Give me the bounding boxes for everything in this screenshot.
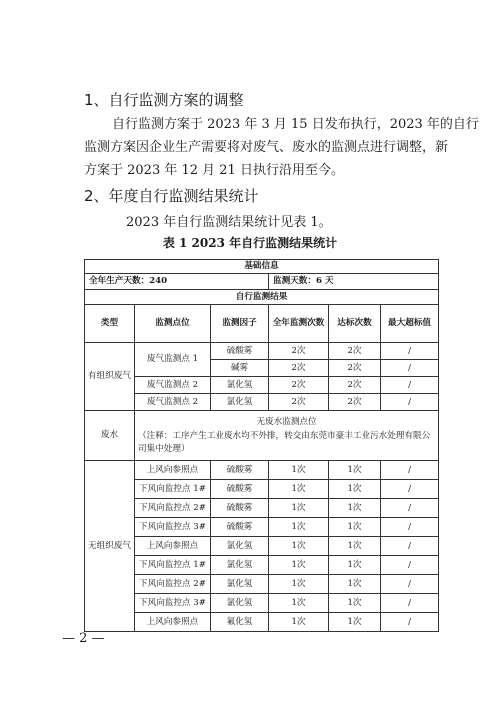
- category-cell: 废水: [85, 411, 135, 461]
- column-header: 全年监测次数: [269, 305, 329, 343]
- paragraph-line: 自行监测方案于 2023 年 3 月 15 日发布执行，2023 年的自行: [112, 117, 479, 132]
- table-row: [85, 411, 439, 461]
- point-cell: 上风向参照点: [135, 613, 211, 632]
- table-header-row: [85, 305, 439, 343]
- results-table: [84, 259, 439, 632]
- basic-info-header: 基础信息: [85, 260, 439, 274]
- paragraph-line: 方案于 2023 年 12 月 21 日执行沿用至今。: [84, 163, 344, 178]
- point-cell: 下风向监控点 3#: [135, 594, 211, 613]
- max-cell: /: [381, 343, 439, 360]
- ok-cell: 1次: [329, 480, 381, 499]
- production-days: 全年生产天数：240: [85, 274, 269, 290]
- times-cell: 1次: [269, 575, 329, 594]
- times-cell: 1次: [269, 480, 329, 499]
- results-header: 自行监测结果: [85, 290, 439, 305]
- factor-cell: 碱雾: [211, 360, 269, 377]
- ok-cell: 1次: [329, 613, 381, 632]
- table-row: [85, 260, 439, 274]
- table-row: [85, 343, 439, 360]
- factor-cell: 氯化氢: [211, 394, 269, 411]
- factor-cell: 硫酸雾: [211, 499, 269, 518]
- max-cell: /: [381, 594, 439, 613]
- point-cell: 上风向参照点: [135, 537, 211, 556]
- monitoring-days: 监测天数：6 天: [269, 274, 439, 290]
- table-row: [85, 556, 439, 575]
- max-cell: /: [381, 377, 439, 394]
- intro-line: 2023 年自行监测结果统计见表 1。: [126, 215, 332, 230]
- category-cell: 有组织废气: [85, 343, 135, 411]
- factor-cell: 氯化氢: [211, 556, 269, 575]
- column-header: 最大超标值: [381, 305, 439, 343]
- table-row: [85, 537, 439, 556]
- factor-cell: 硫酸雾: [211, 343, 269, 360]
- times-cell: 1次: [269, 594, 329, 613]
- table-row: [85, 518, 439, 537]
- point-cell: 下风向监控点 3#: [135, 518, 211, 537]
- factor-cell: 硫酸雾: [211, 518, 269, 537]
- ok-cell: 1次: [329, 461, 381, 480]
- max-cell: /: [381, 556, 439, 575]
- times-cell: 1次: [269, 537, 329, 556]
- factor-cell: 氯化氢: [211, 575, 269, 594]
- times-cell: 1次: [269, 461, 329, 480]
- point-cell: 下风向监控点 2#: [135, 499, 211, 518]
- times-cell: 1次: [269, 518, 329, 537]
- times-cell: 1次: [269, 556, 329, 575]
- table-row: [85, 613, 439, 632]
- table-caption: 表 1 2023 年自行监测结果统计: [162, 236, 338, 250]
- point-cell: 上风向参照点: [135, 461, 211, 480]
- wastewater-cell: [135, 411, 439, 461]
- ok-cell: 2次: [329, 343, 381, 360]
- column-header: 监测因子: [211, 305, 269, 343]
- paragraph-line: 监测方案因企业生产需要将对废气、废水的监测点进行调整，新: [84, 140, 449, 155]
- point-cell: 废气监测点 2: [135, 377, 211, 394]
- table-row: [85, 394, 439, 411]
- factor-cell: 氟化氢: [211, 613, 269, 632]
- wastewater-line: 无废水监测点位: [256, 416, 317, 427]
- table-row: [85, 290, 439, 305]
- max-cell: /: [381, 575, 439, 594]
- point-cell: 下风向监控点 1#: [135, 556, 211, 575]
- times-cell: 2次: [269, 394, 329, 411]
- times-cell: 2次: [269, 360, 329, 377]
- table-row: [85, 594, 439, 613]
- table-row: [85, 499, 439, 518]
- factor-cell: 氯化氢: [211, 594, 269, 613]
- table-row: [85, 377, 439, 394]
- table-row: [85, 461, 439, 480]
- times-cell: 1次: [269, 499, 329, 518]
- max-cell: /: [381, 613, 439, 632]
- max-cell: /: [381, 537, 439, 556]
- max-cell: /: [381, 480, 439, 499]
- max-cell: /: [381, 499, 439, 518]
- factor-cell: 硫酸雾: [211, 480, 269, 499]
- column-header: 监测点位: [135, 305, 211, 343]
- table-row: [85, 274, 439, 290]
- page-number: — 2 —: [62, 631, 105, 646]
- ok-cell: 2次: [329, 360, 381, 377]
- max-cell: /: [381, 360, 439, 377]
- ok-cell: 1次: [329, 499, 381, 518]
- ok-cell: 1次: [329, 556, 381, 575]
- max-cell: /: [381, 394, 439, 411]
- point-cell: 废气监测点 1: [135, 343, 211, 377]
- max-cell: /: [381, 518, 439, 537]
- ok-cell: 2次: [329, 377, 381, 394]
- factor-cell: 硫酸雾: [211, 461, 269, 480]
- table-row: [85, 575, 439, 594]
- table-row: [85, 480, 439, 499]
- ok-cell: 1次: [329, 575, 381, 594]
- point-cell: 下风向监控点 1#: [135, 480, 211, 499]
- point-cell: 废气监测点 2: [135, 394, 211, 411]
- factor-cell: 氯化氢: [211, 377, 269, 394]
- ok-cell: 1次: [329, 518, 381, 537]
- ok-cell: 2次: [329, 394, 381, 411]
- ok-cell: 1次: [329, 594, 381, 613]
- column-header: 类型: [85, 305, 135, 343]
- max-cell: /: [381, 461, 439, 480]
- times-cell: 2次: [269, 343, 329, 360]
- times-cell: 2次: [269, 377, 329, 394]
- point-cell: 下风向监控点 2#: [135, 575, 211, 594]
- section-2-heading: 2、年度自行监测结果统计: [84, 187, 259, 205]
- section-1-heading: 1、自行监测方案的调整: [84, 91, 244, 109]
- category-cell: 无组织废气: [85, 461, 135, 632]
- column-header: 达标次数: [329, 305, 381, 343]
- ok-cell: 1次: [329, 537, 381, 556]
- factor-cell: 氯化氢: [211, 537, 269, 556]
- times-cell: 1次: [269, 613, 329, 632]
- wastewater-note: （注释：工序产生工业废水均不外排，转交由东莞市豪丰工业污水处理有限公司集中处理）: [138, 430, 431, 454]
